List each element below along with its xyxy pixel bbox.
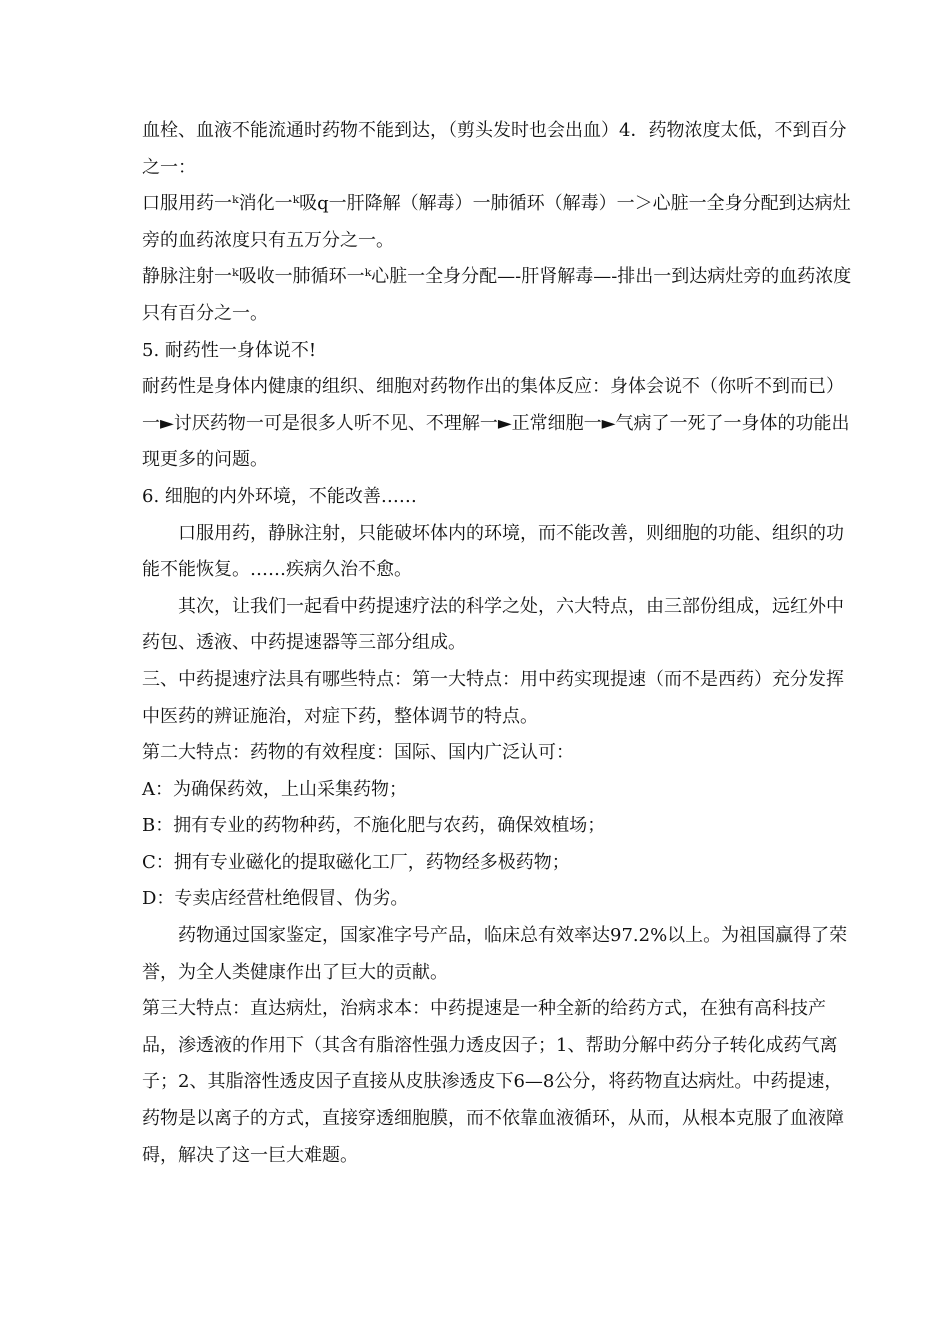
heading-drug-resistance: 5. 耐药性一身体说不! bbox=[142, 339, 317, 361]
paragraph-blood-clot: 血栓、血液不能流通时药物不能到达，（剪头发时也会出血）4．药物浓度太低，不到百分之一： bbox=[142, 120, 847, 178]
paragraph-therapy-overview: 其次，让我们一起看中药提速疗法的科学之处，六大特点，由三部份组成，远红外中药包、透液、中药提速器等三部分组成。 bbox=[142, 595, 844, 654]
document-body bbox=[142, 113, 854, 1174]
paragraph-certification: 药物通过国家鉴定，国家准字号产品，临床总有效率达97.2%以上。为祖国赢得了荣誉，为全人类健康作出了巨大的贡献。 bbox=[142, 925, 848, 983]
list-item-c: C：拥有专业磁化的提取磁化工厂，药物经多极药物； bbox=[142, 851, 570, 873]
paragraph-oral-route: 口服用药一ᵏ消化一ᵏ吸q一肝降解（解毒）一肺循环（解毒）一＞心脏一全身分配到达病灶旁的血药浓度只有五万分之一。 bbox=[142, 193, 851, 251]
list-item-a: A：为确保药效，上山采集药物； bbox=[142, 778, 407, 800]
paragraph-feature-two: 第二大特点：药物的有效程度：国际、国内广泛认可： bbox=[142, 742, 574, 764]
list-item-b: B：拥有专业的药物种药，不施化肥与农药，确保效植场； bbox=[142, 815, 606, 837]
paragraph-drug-resistance: 耐药性是身体内健康的组织、细胞对药物作出的集体反应：身体会说不（你听不到而已）一►讨厌药物一可是很多人听不见、不理解一►正常细胞一►气病了一死了一身体的功能出现更多的问题。 bbox=[142, 376, 850, 471]
paragraph-cell-environment: 口服用药，静脉注射，只能破坏体内的环境，而不能改善，则细胞的功能、组织的功能不能恢复。……疾病久治不愈。 bbox=[142, 522, 844, 581]
heading-cell-environment: 6. 细胞的内外环境，不能改善…… bbox=[142, 485, 417, 507]
paragraph-feature-one: 三、中药提速疗法具有哪些特点：第一大特点：用中药实现提速（而不是西药）充分发挥中医药的辨证施治，对症下药，整体调节的特点。 bbox=[142, 668, 844, 727]
paragraph-iv-route: 静脉注射一ᵏ吸收一肺循环一ᵏ心脏一全身分配—-肝肾解毒—-排出一到达病灶旁的血药浓度只有百分之一。 bbox=[142, 266, 852, 324]
list-item-d: D：专卖店经营杜绝假冒、伪劣。 bbox=[142, 888, 409, 910]
paragraph-feature-three: 第三大特点：直达病灶，治病求本：中药提速是一种全新的给药方式，在独有高科技产品，渗透液的作用下（其含有脂溶性强力透皮因子；1、帮助分解中药分子转化成药气离子；2、其脂溶性透皮因子直接从皮肤渗透皮下6—8公分，将药物直达病灶。中药提速，药物是以离子的方式，直接穿透细胞膜，而不依靠血液循环，从而，从根本克服了血液障碍，解决了这一巨大难题。 bbox=[142, 998, 844, 1166]
